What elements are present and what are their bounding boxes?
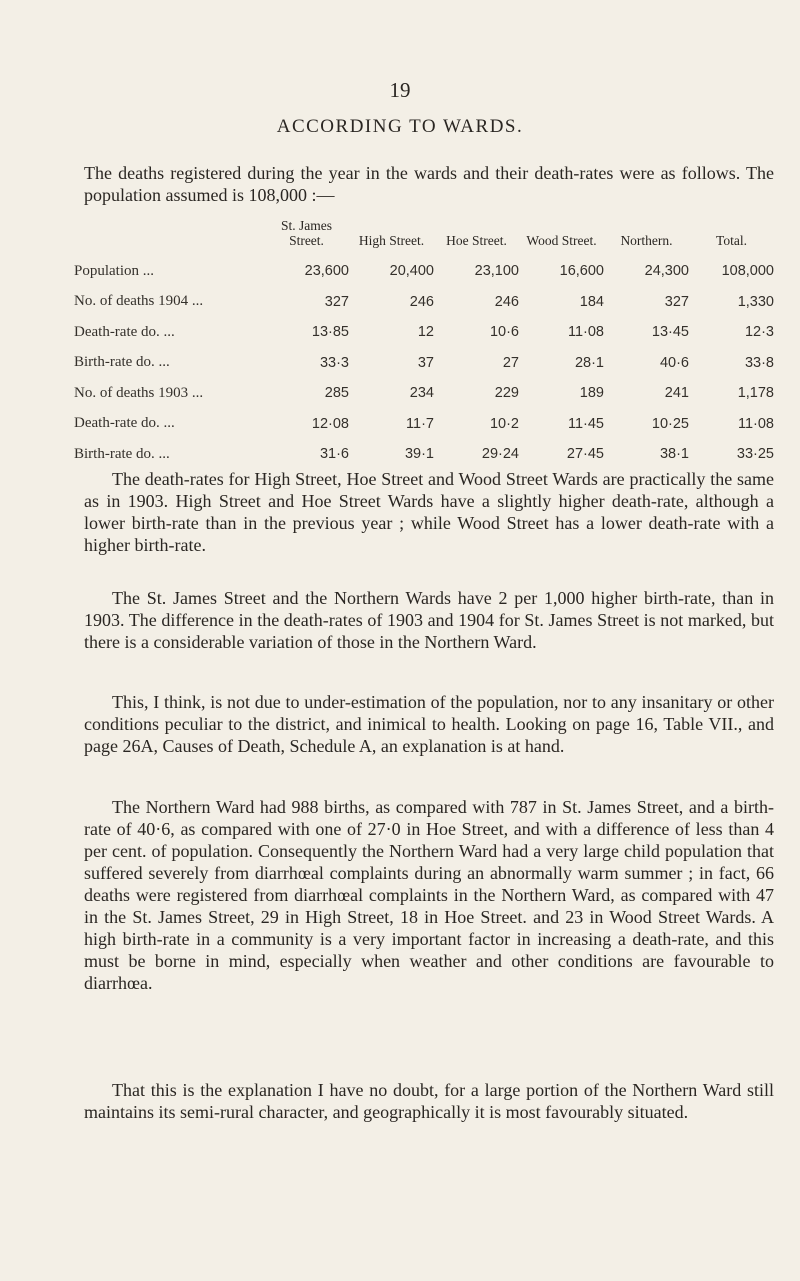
column-header: Northern.	[620, 233, 673, 248]
table-cell: 28·1	[574, 354, 604, 371]
table-row	[74, 378, 774, 409]
body-paragraph-3: This, I think, is not due to under-estimation of the population, nor to any insanitary or other conditions peculiar to the district, and inimical to health. Looking on page 16, Table VII., and page 26A, Causes of Death, Schedule A, an explanation is at hand.	[84, 692, 774, 756]
table-cell: 33·25	[736, 446, 774, 463]
table-cell: 31·6	[319, 446, 349, 463]
table-cell: 229	[494, 385, 519, 402]
body-paragraph-1: The death-rates for High Street, Hoe Street and Wood Street Wards are practically the same as in 1903. High Street and Hoe Street Wards have a slightly higher death-rate, although a lower birth-rate than in the previous year ; while Wood Street has a lower death-rate with a higher birth-rate.	[84, 469, 774, 555]
table-cell: 23,100	[474, 263, 519, 280]
table-cell: 10·2	[489, 415, 519, 432]
row-label: Death-rate do. ...	[74, 415, 175, 432]
table-row	[74, 348, 774, 379]
table-cell: 27·45	[566, 446, 604, 463]
table-cell: 189	[579, 385, 604, 402]
intro-paragraph: The deaths registered during the year in the wards and their death-rates were as follows. The population assumed is 108,000 :—	[84, 163, 774, 205]
ward-statistics-table	[74, 218, 774, 470]
row-label: No. of deaths 1904 ...	[74, 293, 204, 310]
table-row	[74, 439, 774, 470]
table-cell: 16,600	[559, 263, 604, 280]
table-cell: 246	[409, 293, 434, 310]
table-cell: 246	[494, 293, 519, 310]
table-cell: 1,330	[737, 293, 774, 310]
table-cell: 23,600	[304, 263, 349, 280]
table-row	[74, 317, 774, 348]
body-paragraph-4: The Northern Ward had 988 births, as compared with 787 in St. James Street, and a birth-rate of 40·6, as compared with one of 27·0 in Hoe Street, and with a difference of less than 4 per cent. of population. Consequently the Northern Ward had a very large child population that suffered severely from diarrhœal complaints during an abnormally warm summer ; in fact, 66 deaths were registered from diarrhœal complaints in the Northern Ward, as compared with 47 in the St. James Street, 29 in High Street, 18 in Hoe Street. and 23 in Wood Street Wards. A high birth-rate in a community is a very important factor in increasing a death-rate, and this must be borne in mind, especially when weather and other conditions are favourable to diarrhœa.	[84, 797, 774, 993]
header-blank	[74, 218, 264, 256]
table-cell: 327	[324, 293, 349, 310]
table-cell: 241	[664, 385, 689, 402]
table-cell: 327	[664, 293, 689, 310]
table-cell: 11·45	[567, 415, 604, 432]
table-cell: 39·1	[404, 446, 434, 463]
table-cell: 27	[502, 354, 519, 371]
table-cell: 12·3	[744, 324, 774, 341]
column-header: High Street.	[358, 233, 425, 248]
table-row	[74, 287, 774, 318]
table-cell: 234	[409, 385, 434, 402]
column-header: Hoe Street.	[446, 233, 507, 248]
table-cell: 13·85	[311, 324, 349, 341]
body-paragraph-2: The St. James Street and the Northern Wards have 2 per 1,000 higher birth-rate, than in 1903. The difference in the death-rates of 1903 and 1904 for St. James Street is not marked, but there is a considerable variation of those in the Northern Ward.	[84, 588, 774, 652]
table-row	[74, 409, 774, 440]
table-cell: 285	[324, 385, 349, 402]
table-cell: 10·6	[489, 324, 519, 341]
table-cell: 13·45	[651, 324, 689, 341]
table-cell: 11·08	[737, 415, 774, 432]
row-label: Population ...	[74, 262, 155, 279]
table-row	[74, 256, 774, 287]
table-cell: 12	[417, 324, 434, 341]
table-cell: 37	[417, 354, 434, 371]
row-label: Birth-rate do. ...	[74, 445, 170, 462]
table-cell: 12·08	[311, 415, 349, 432]
table-cell: 11·7	[406, 415, 434, 432]
table-cell: 10·25	[651, 415, 689, 432]
table-cell: 184	[579, 293, 604, 310]
column-header: St. James Street.	[280, 218, 332, 248]
row-label: Birth-rate do. ...	[74, 354, 170, 371]
table-cell: 40·6	[659, 354, 689, 371]
table-cell: 11·08	[567, 324, 604, 341]
column-header: Total.	[716, 233, 747, 248]
table-cell: 29·24	[481, 446, 519, 463]
row-label: No. of deaths 1903 ...	[74, 384, 204, 401]
table-header-row	[74, 218, 774, 256]
table-cell: 33·3	[319, 354, 349, 371]
section-heading: ACCORDING TO WARDS.	[276, 116, 524, 137]
table-cell: 1,178	[737, 385, 774, 402]
table-cell: 38·1	[659, 446, 689, 463]
table-cell: 24,300	[644, 263, 689, 280]
page-number: 19	[389, 78, 411, 102]
body-paragraph-5: That this is the explanation I have no doubt, for a large portion of the Northern Ward still maintains its semi-rural character, and geographically it is most favourably situated.	[84, 1080, 774, 1122]
row-label: Death-rate do. ...	[74, 323, 175, 340]
column-header: Wood Street.	[526, 233, 597, 248]
table-cell: 33·8	[744, 354, 774, 371]
table-cell: 108,000	[721, 263, 774, 280]
table-cell: 20,400	[389, 263, 434, 280]
